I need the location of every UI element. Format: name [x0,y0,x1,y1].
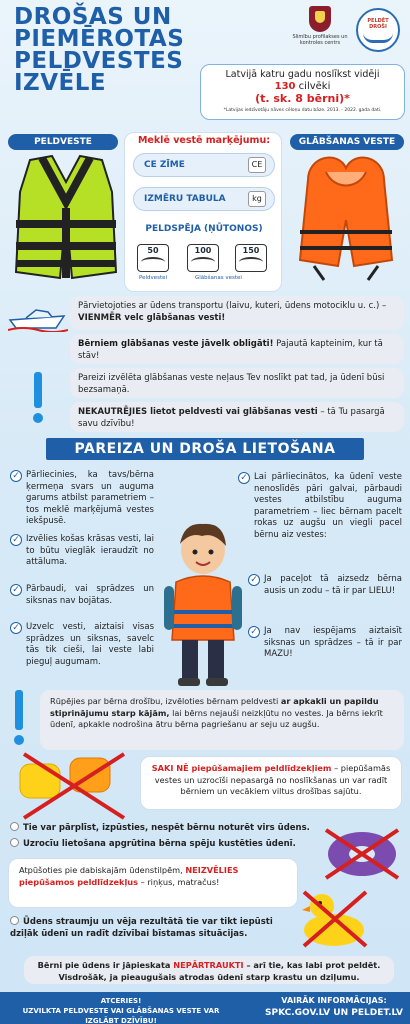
buoyancy-label-glabsanas: Glābšanas vestei [195,275,242,281]
risk-item [10,822,310,834]
check-icon: ✓ [248,574,260,586]
page-title [14,6,204,94]
ce-mark-label: CE ZĪME [144,160,185,170]
collar-tip-emphasis: ar apkakli un papildu stiprinājumu starp kājām, [50,696,379,718]
size-table-label: IZMĒRU TABULA [144,194,226,204]
natural-waters-text: Atpūšoties pie dabiskajām ūdenstilpēm, [19,865,183,875]
check-icon: ✓ [10,584,22,596]
supervise-emphasis: NEPĀRTRAUKTI [173,960,244,970]
inflatable-armbands-image [14,750,134,822]
natural-waters-text: – riņķus, matračus! [140,876,220,887]
check-icon: ✓ [10,470,22,482]
green-vest-image [12,152,120,282]
title-line: PIEMĒROTAS [14,26,185,52]
markings-panel [124,132,282,292]
collar-tip-text: lai bērns nejauši neizkļūtu no vestes. Ja bērns iekrīt ūdenī, apkakle nodrošina ātru bērna pagriešanu ar seju uz augšu. [50,707,383,729]
drowning-stats [200,64,405,120]
check-item [240,472,402,541]
stats-footnote: *Latvijas iedzīvotāju nāves cēloņu datu bāze. 2013. - 2022. gada dati. [223,108,382,113]
label-peldveste: PELDVESTE [8,134,118,150]
dont-hesitate-tip [70,402,404,432]
risk-item [10,916,300,940]
buoyancy-150-value: 150 [242,246,260,255]
check-item [12,534,154,569]
boat-icon [8,304,68,332]
orange-lifejacket-image [294,150,398,282]
footer [0,992,410,1024]
peldet-label: PELDĒT DROŠI [367,18,389,30]
buoyancy-100-badge [187,244,219,272]
supervise-tip [24,956,394,984]
stats-unit: cilvēki [298,81,331,92]
check-text: Pārbaudi, vai sprādzes un siksnas nav bojātas. [26,584,154,606]
title-line: IZVĒLE [14,70,107,96]
children-tip-emphasis: Bērniem glābšanas veste jāvelk obligāti! [78,339,274,349]
risk-text: Uzrocīu lietošana apgrūtina bērna spēju kustēties ūdenī. [23,839,296,849]
check-text: Izvēlies košas krāsas vesti, lai to būtu vieglāk ieraudzīt no attāluma. [26,534,154,567]
peldet-logo [356,8,400,52]
footer-info-title: VAIRĀK INFORMĀCIJAS: [281,996,387,1005]
say-no-text: – piepūšamās vestes un uzrocīši nepasargā no noslīkšanas un var radīt bērniem un vecākiem viltus drošības sajūtu. [154,763,391,796]
say-no-emphasis: SAKI NĒ piepūšamajiem peldlīdzekļiem [151,763,332,773]
check-item [12,470,154,528]
exclamation-icon [10,690,28,746]
check-icon: ✓ [10,622,22,634]
buoyancy-50-value: 50 [147,246,159,255]
buoyancy-100-value: 100 [194,246,212,255]
footer-info [262,995,406,1019]
title-line: DROŠAS UN [14,4,172,30]
child-in-lifejacket-image [158,520,248,690]
check-item [12,584,154,607]
markings-heading: Meklē vestē marķējumu: [137,135,271,146]
stats-number: 130 [274,81,296,92]
inflatable-ring-image [322,826,402,882]
unconscious-tip-text: Pareizi izvēlēta glābšanas veste neļaus Tev noslīkt pat tad, ja ūdenī būsi bezsamaņā. [78,373,385,395]
check-item [250,574,402,597]
collar-tip [40,690,404,750]
supervise-text: – arī tie, kas labi prot peldēt. Visdrošāk, ja pieaugušais atrodas ūdenī starp krastu un dziļumu. [58,960,381,982]
size-table-row [133,187,275,211]
buoyancy-label-peldveste: Peldvestei [139,275,168,281]
risk-item [10,838,296,850]
check-item [250,626,402,661]
stats-children: (t. sk. 8 bērni)* [255,92,350,105]
footer-reminder [6,996,236,1024]
risk-text: Tie var pārplīst, izpūsties, nespēt bērnu noturēt virs ūdens. [23,823,310,833]
children-tip-text: Pajautā kapteinim, kur tā stāv! [78,339,383,361]
usage-banner: PAREIZA UN DROŠA LIETOŠANA [46,438,364,460]
buoyancy-heading: PELDSPĒJA (ŅŪTONOS) [145,224,263,234]
swimmer-icon [239,257,263,267]
exclamation-icon [30,372,46,424]
natural-waters-tip [8,858,298,908]
swimmer-icon [191,257,215,267]
ce-icon: CE [248,157,266,173]
unconscious-tip [70,368,404,398]
transport-tip [70,296,404,330]
children-tip [70,334,404,364]
check-item [12,622,154,668]
bullet-icon [10,916,19,925]
dont-hesitate-text: – tā Tu pasargā savu dzīvību! [78,407,385,429]
check-icon: ✓ [248,626,260,638]
footer-reminder-title: ATCERIES! [100,997,142,1005]
footer-info-links[interactable]: SPKC.GOV.LV UN PELDET.LV [264,1008,403,1018]
dont-hesitate-emphasis: NEKAUTRĒJIES lietot peldvesti vai glābšanas vesti [78,407,318,417]
title-line: PELDVESTES [14,48,184,74]
check-icon: ✓ [238,472,250,484]
natural-waters-emphasis: NEIZVĒLIES piepūšamos peldlīdzekļus [19,865,239,887]
check-text: Uzvelc vesti, aiztaisi visas sprādzes un siksnas, savelc tās tik cieši, lai veste labi pieguļ augumam. [26,622,154,667]
buoyancy-150-badge [235,244,267,272]
check-icon: ✓ [10,534,22,546]
footer-reminder-text: UZVILKTA PELDVESTE VAI GLĀBŠANAS VESTE VAR IZGLĀBT DZĪVĪBU! [22,1007,220,1024]
buoyancy-50-badge [137,244,169,272]
swimmer-icon [141,257,165,267]
crest-icon [309,6,331,32]
check-text: Pārliecinies, ka tavs/bērna ķermeņa svars un auguma garums atbilst parametriem – tos meklē marķējumā vestes iekšpusē. [26,470,154,526]
check-text: Ja nav iespējams aiztaisīt siksnas un sprādzes – tā ir par MAZU! [264,626,402,659]
collar-tip-text: Rūpējies par bērna drošību, izvēloties bērnam peldvesti [50,696,279,706]
bullet-icon [10,822,19,831]
stats-text: Latvijā katru gadu noslīkst vidēji [225,69,380,80]
supervise-text: Bērni pie ūdens ir jāpieskata [37,960,171,970]
check-text: Ja paceļot tā aizsedz bērna ausis un zodu – tā ir par LIELU! [264,574,402,596]
transport-tip-emphasis: VIENMĒR velc glābšanas vesti! [78,313,226,323]
ce-mark-row [133,153,275,177]
risk-text: Ūdens straumju un vēja rezultātā tie var tikt iepūsti dziļāk ūdenī un radīt dzīvībai bīstamas situācijas. [10,917,273,939]
stats-number-line [201,81,404,92]
check-text: Lai pārliecinātos, ka ūdenī veste nenoslīdēs pāri galvai, pārbaudi vestes atbilstību auguma parametriem – liec bērnam pacelt rokas uz augšu un viegli pacel bērnu aiz vestes: [254,472,402,540]
spkc-logo [285,6,355,46]
kg-weight-icon: kg [248,191,266,207]
inflatable-duck-image [300,884,370,950]
say-no-inflatables [140,756,402,810]
bullet-icon [10,838,19,847]
transport-tip-text: Pārvietojoties ar ūdens transportu (laivu, kuteri, ūdens motociklu u. c.) – [78,301,387,311]
label-glabsanas-veste: GLĀBŠANAS VESTE [290,134,404,150]
spkc-name: Slimību profilakses un kontroles centrs [292,34,348,46]
wave-icon [363,33,393,43]
